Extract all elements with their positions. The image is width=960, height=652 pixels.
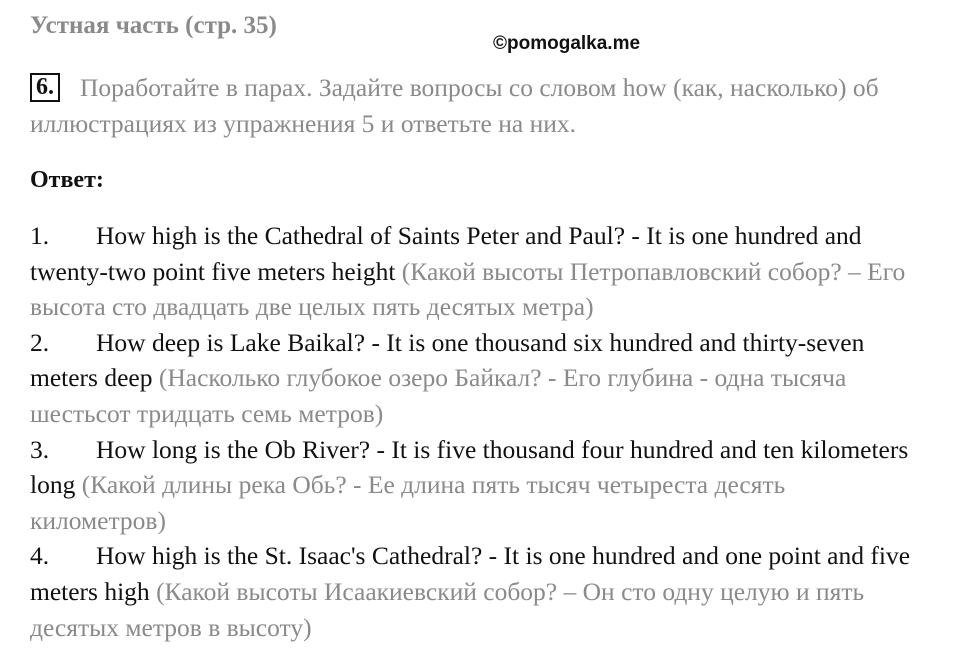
answer-item: [30, 218, 925, 325]
task-number: 6.: [30, 73, 60, 102]
answer-item: [30, 538, 925, 645]
answer-item-number: 4.: [30, 541, 50, 571]
answer-item-number: 3.: [30, 434, 50, 464]
answer-item-english: How long is the Ob River? - It is five thousand four hundred and ten kilometers long: [30, 434, 909, 500]
answer-item-number: 1.: [30, 221, 50, 250]
answer-item-number: 2.: [30, 327, 50, 357]
answer-label: Ответ:: [30, 167, 104, 193]
answer-list: [30, 218, 925, 645]
watermark: ©pomogalka.me: [493, 33, 641, 54]
answer-item: [30, 432, 925, 539]
answer-item-russian: (Какой высоты Исаакиевский собор? – Он сто одну целую и пять десятых метров в высоту): [30, 576, 865, 642]
answer-item-english: How deep is Lake Baikal? - It is one thousand six hundred and thirty-seven meters deep: [30, 327, 865, 393]
answer-item-russian: (Какой высоты Петропавловский собор? – Его высота сто двадцать две целых пять десятых метра): [30, 256, 906, 322]
answer-item-english: How high is the St. Isaac's Cathedral? - It is one hundred and one point and five meters high: [30, 541, 911, 606]
answer-item: [30, 325, 925, 432]
answer-item-russian: (Какой длины река Обь? - Ее длина пять тысяч четыреста десять километров): [30, 470, 786, 535]
answer-item-english: How high is the Cathedral of Saints Peter and Paul? - It is one hundred and twenty-two point five meters height: [30, 221, 862, 286]
answer-item-russian: (Насколько глубокое озеро Байкал? - Его глубина - одна тысяча шестьсот тридцать семь метров): [30, 363, 847, 428]
task-text: Поработайте в парах. Задайте вопросы со словом how (как, насколько) об иллюстрациях из упражнения 5 и ответьте на них.: [30, 73, 879, 138]
task-statement: [30, 70, 920, 142]
section-title: Устная часть (стр. 35): [30, 12, 277, 39]
